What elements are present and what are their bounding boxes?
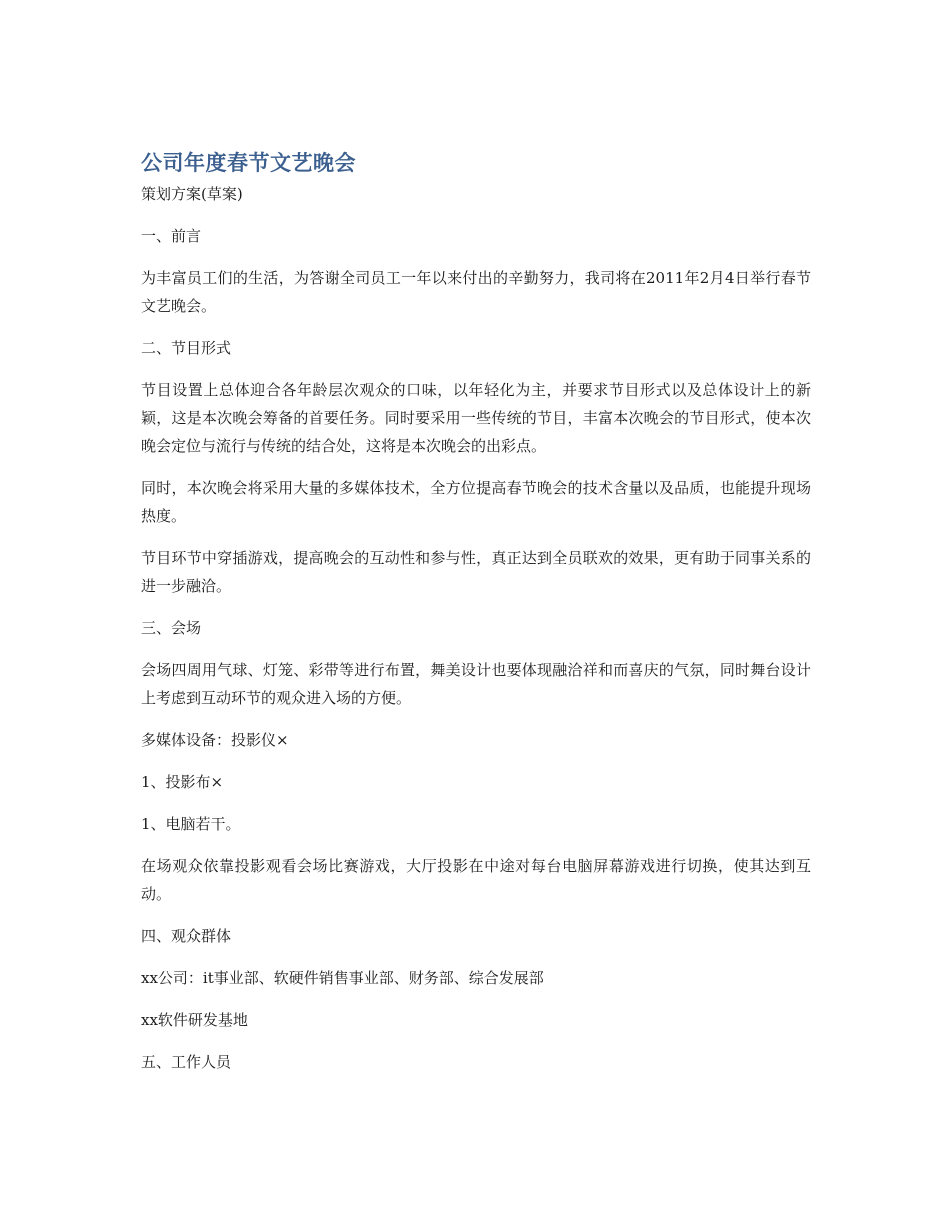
document-title: 公司年度春节文艺晚会 (141, 151, 356, 175)
section-heading-audience: 四、观众群体 (141, 927, 232, 945)
paragraph: xx软件研发基地 (141, 1011, 248, 1029)
section-heading-venue: 三、会场 (141, 619, 202, 637)
paragraph: xx公司：it事业部、软硬件销售事业部、财务部、综合发展部 (141, 969, 544, 987)
paragraph: 为丰富员工们的生活，为答谢全司员工一年以来付出的辛勤努力，我司将在2011年2月4日举行春节文艺晚会。 (141, 269, 811, 315)
section-heading-preface: 一、前言 (141, 227, 202, 245)
paragraph: 节目环节中穿插游戏，提高晚会的互动性和参与性，真正达到全员联欢的效果，更有助于同事关系的进一步融洽。 (141, 549, 811, 595)
section-heading-staff: 五、工作人员 (141, 1053, 232, 1071)
document-subtitle: 策划方案(草案) (141, 185, 243, 203)
paragraph: 会场四周用气球、灯笼、彩带等进行布置，舞美设计也要体现融洽祥和而喜庆的气氛，同时舞台设计上考虑到互动环节的观众进入场的方便。 (141, 661, 811, 707)
paragraph: 节目设置上总体迎合各年龄层次观众的口味，以年轻化为主，并要求节目形式以及总体设计上的新颖，这是本次晚会筹备的首要任务。同时要采用一些传统的节目，丰富本次晚会的节目形式，使本次晚会定位与流行与传统的结合处，这将是本次晚会的出彩点。 (141, 381, 811, 455)
paragraph: 在场观众依靠投影观看会场比赛游戏，大厅投影在中途对每台电脑屏幕游戏进行切换，使其达到互动。 (141, 857, 811, 903)
paragraph: 同时，本次晚会将采用大量的多媒体技术，全方位提高春节晚会的技术含量以及品质，也能提升现场热度。 (141, 479, 811, 525)
section-heading-program-format: 二、节目形式 (141, 339, 232, 357)
paragraph: 多媒体设备：投影仪× (141, 731, 289, 749)
paragraph: 1、电脑若干。 (141, 815, 241, 833)
document-body (141, 146, 811, 1090)
paragraph: 1、投影布× (141, 773, 224, 791)
